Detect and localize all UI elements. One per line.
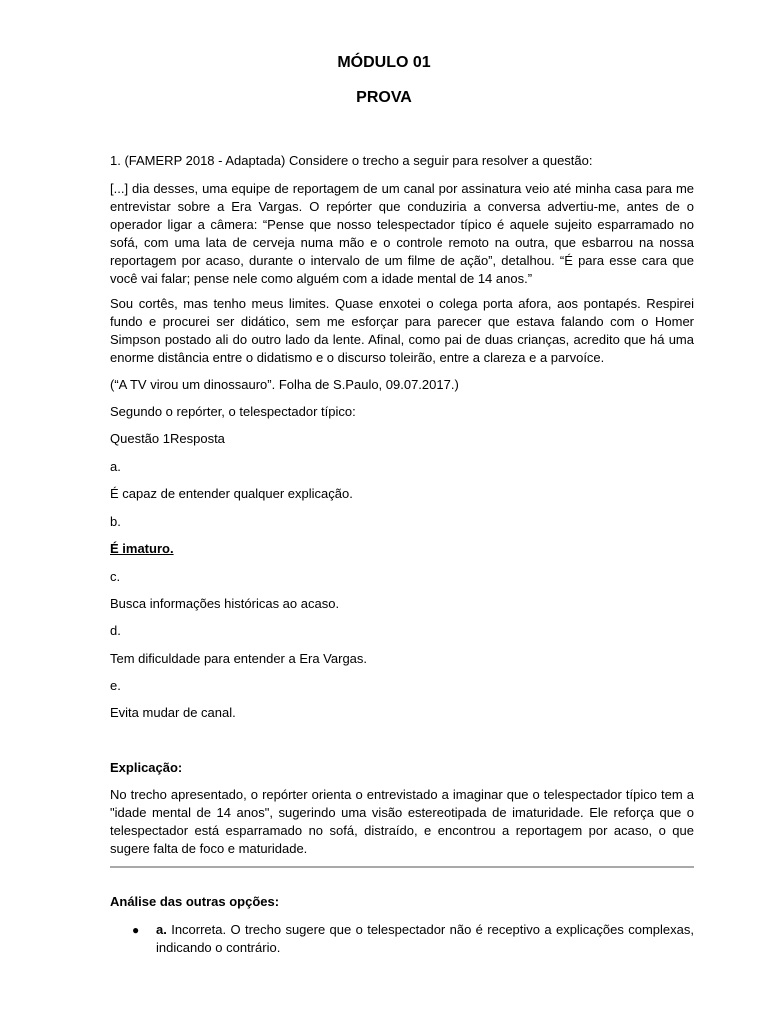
explanation-heading: Explicação: [110,760,183,775]
option-letter-d: d. [110,623,121,638]
excerpt-paragraph-1: [...] dia desses, uma equipe de reportagem de um canal por assinatura veio até minha casa para me entrevistar sobre a Era Vargas. O repórter que conduziria a conversa advertiu-me, antes de o operador ligar a câmera: “Pense que nosso telespectador típico é aquele sujeito esparramado no sofá, com uma lata de cerveja numa mão e o controle remoto na outra, que esbarrou na nossa reportagem por acaso, durante o intervalo de um filme de ação”, detalhou. “É para esse cara que você vai falar; pense nele como alguém com a idade mental de 14 anos.” [110,181,694,286]
option-letter-c: c. [110,569,121,584]
analysis-item-text [156,921,694,957]
option-letter-b: b. [110,514,121,529]
question-prompt: Segundo o repórter, o telespectador típico: [110,404,356,419]
analysis-item-body: Incorreta. O trecho sugere que o telespectador não é receptivo a explicações complexas, indicando o contrário. [156,922,694,955]
option-text-b-selected: É imaturo. [110,541,174,556]
document-subtitle: PROVA [356,89,412,106]
document-title: MÓDULO 01 [337,54,431,71]
excerpt-paragraph-2: Sou cortês, mas tenho meus limites. Quase enxotei o colega porta afora, aos pontapés. Respirei fundo e procurei ser didático, sem me esforçar para parecer que estava falando com o Homer Simpson postado ali do outro lado da lente. Afinal, como pai de duas crianças, acredito que há uma enorme distância entre o didatismo e o discurso toleirão, entre a clareza e a parvoíce. [110,296,694,365]
option-text-d: Tem dificuldade para entender a Era Vargas. [110,651,368,666]
bullet-icon: ● [132,923,140,937]
option-letter-a: a. [110,459,121,474]
excerpt-source: (“A TV virou um dinossauro”. Folha de S.Paulo, 09.07.2017.) [110,377,459,392]
option-text-e: Evita mudar de canal. [110,705,236,720]
section-divider [110,866,694,868]
option-b-row [110,540,694,558]
analysis-item-label: a. [156,922,167,937]
analysis-heading: Análise das outras opções: [110,894,280,909]
option-letter-e: e. [110,678,121,693]
response-label: Questão 1Resposta [110,431,225,446]
explanation-body: No trecho apresentado, o repórter orienta o entrevistado a imaginar que o telespectador típico tem a "idade mental de 14 anos", sugerindo uma visão estereotipada de imaturidade. Ele reforça que o telespectador está esparramado no sofá, distraído, e encontrou a reportagem por acaso, o que sugere falta de foco e maturidade. [110,787,694,856]
question-intro: 1. (FAMERP 2018 - Adaptada) Considere o trecho a seguir para resolver a questão: [110,153,593,168]
option-text-c: Busca informações históricas ao acaso. [110,596,340,611]
option-text-a: É capaz de entender qualquer explicação. [110,486,353,501]
